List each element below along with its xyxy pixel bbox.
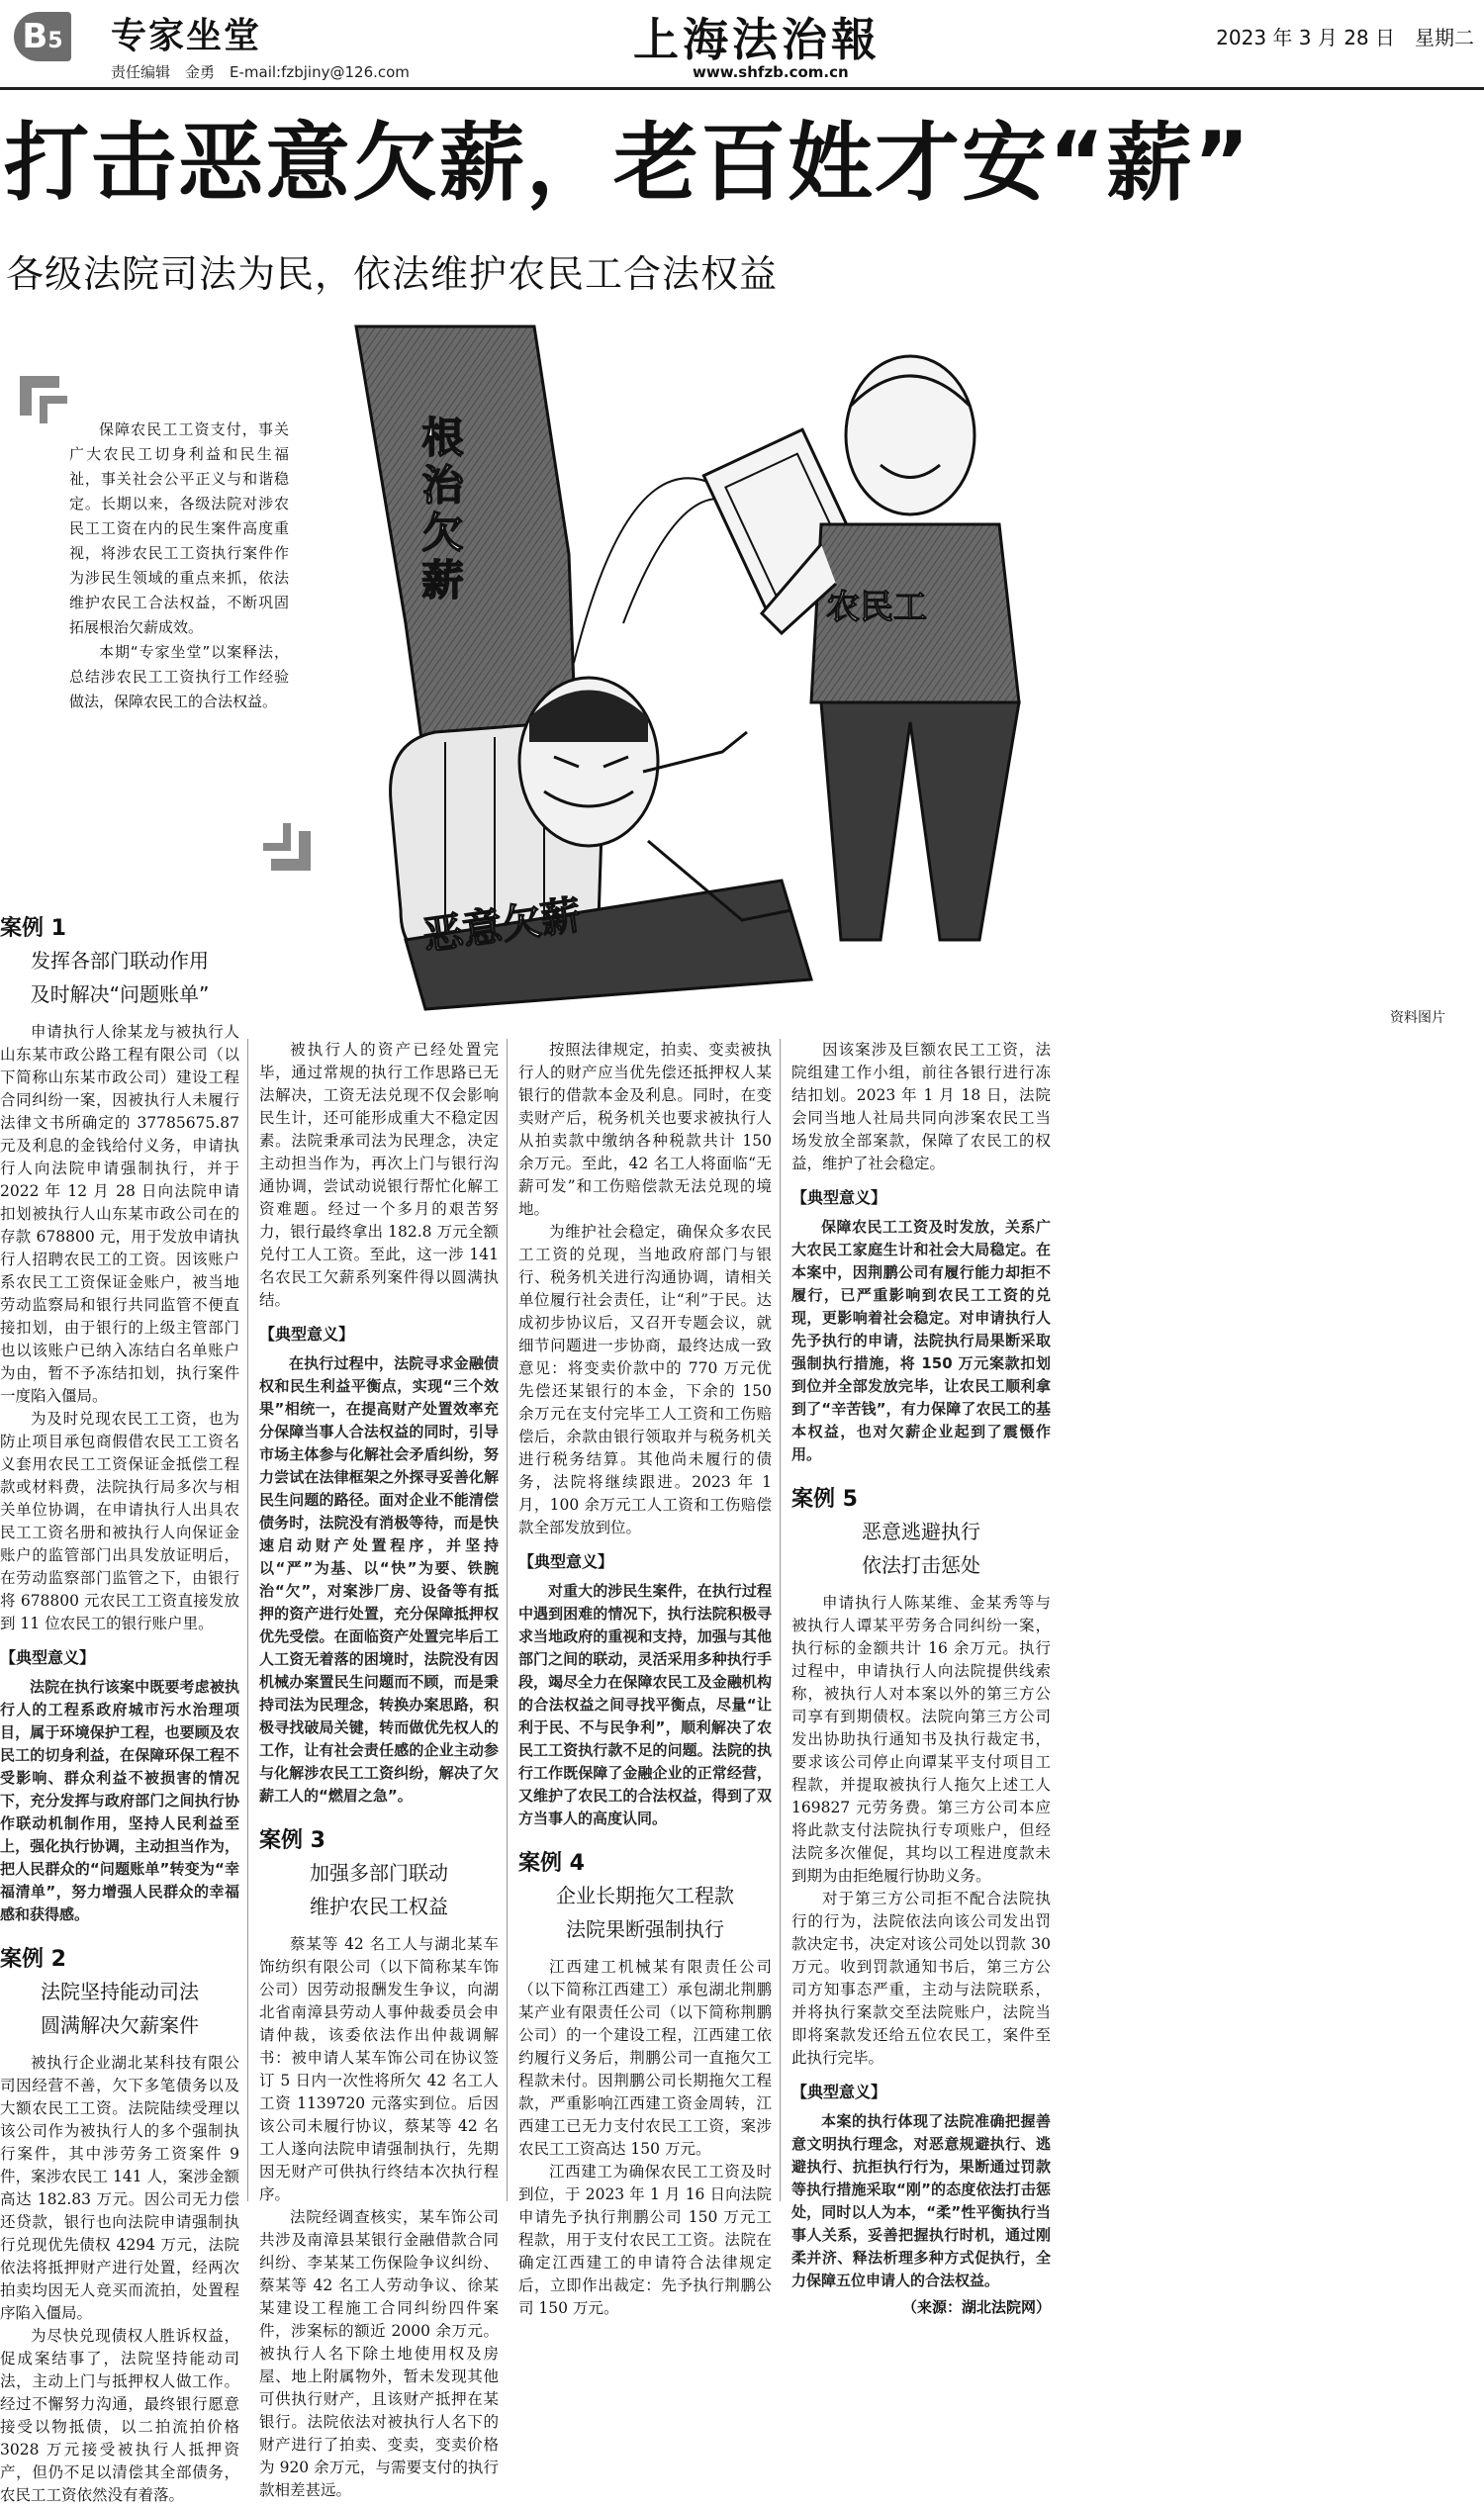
newspaper-url: www.shfzb.com.cn	[693, 63, 849, 81]
column-rule	[780, 1039, 781, 2201]
significance-paragraph: 对重大的涉民生案件，在执行过程中遇到困难的情况下，执行法院积极寻求当地政府的重视和支持，加强与其他部门之间的联动，灵活采用多种执行手段，竭尽全力在保障农民工及金融机构的合法权益之间寻找平衡点，尽量“让利于民、不与民争利”，顺利解决了农民工工资执行款不足的问题。法院的执行工作既保障了金融企业的正常经营，又维护了农民工的合法权益，得到了双方当事人的高度认同。	[518, 1582, 772, 1827]
significance-paragraph: 保障农民工工资及时发放，关系广大农民工家庭生计和社会大局稳定。在本案中，因荆鹏公司有履行能力却拒不履行，已严重影响到农民工工资的兑现，更影响着社会稳定。对申请执行人先予执行的申请，法院执行局果断采取强制执行措施，将 150 万元案款扣划到位并全部发放完毕，让农民工顺利拿到了“辛苦钱”，有力保障了农民工的基本权益，也对欠薪企业起到了震慑作用。	[791, 1218, 1051, 1463]
case-3-title-line: 加强多部门联动	[310, 1861, 448, 1885]
case-5-significance-label: 【典型意义】	[791, 2083, 887, 2101]
case-4-body	[518, 1956, 772, 2320]
case-4-significance	[791, 1216, 1051, 1466]
significance-paragraph: 法院在执行该案中既要考虑被执行人的工程系政府城市污水治理项目，属于环境保护工程，也要顾及农民工的切身利益，在保障环保工程不受影响、群众利益不被损害的情况下，充分发挥与政府部门之间执行协作联动机制作用，坚持人民利益至上，强化执行协调，主动担当作为，把人民群众的“问题账单”转变为“幸福清单”，努力增强人民群众的幸福感和获得感。	[0, 1678, 239, 1923]
case-4-title	[518, 1879, 772, 1946]
case-1-title-line: 及时解决“问题账单”	[30, 982, 210, 1006]
body-paragraph: 被执行企业湖北某科技有限公司因经营不善，欠下多笔债务以及大额农民工工资。法院陆续受理以该公司作为被执行人的多个强制执行案件，其中涉劳务工资案件 9 件，案涉农民工 141 人，案涉金额高达 182.83 万元。因公司无力偿还贷款，银行也向法院申请强制执行兑现优先债权 4294 万元，法院依法将抵押财产进行处置，经两次拍卖均因无人竞买而流拍，处置程序陷入僵局。	[0, 2054, 239, 2322]
case-4-title-line: 企业长期拖欠工程款	[556, 1884, 734, 1907]
case-3-significance-label: 【典型意义】	[518, 1552, 614, 1571]
body-paragraph: 对于第三方公司拒不配合法院执行的行为，法院依法向该公司发出罚款决定书，决定对该公司处以罚款 30 万元。收到罚款通知书后，第三方公司方知事态严重，主动与法院联系，并将执行案款交至法院账户，法院当即将案款发还给五位农民工，案件至此执行完毕。	[791, 1890, 1051, 2067]
page-badge-number: 5	[47, 29, 63, 53]
case-1-title-line: 发挥各部门联动作用	[31, 949, 209, 973]
body-paragraph: 蔡某等 42 名工人与湖北某车饰纺织有限公司（以下简称某车饰公司）因劳动报酬发生争议，向湖北省南漳县劳动人事仲裁委员会申请仲裁，该委依法作出仲裁调解书：被申请人某车饰公司在协议签订 5 日内一次性将所欠 42 名工人工资 1139720 元落实到位。后因该公司未履行协议，蔡某等 42 名工人遂向法院申请强制执行，先期因无财产可供执行终结本次执行程序。	[259, 1935, 499, 2203]
page-badge	[14, 12, 71, 61]
illustration-caption: 资料图片	[1390, 1010, 1445, 1026]
case-2-body-continued	[259, 1039, 499, 1312]
article-column-1	[0, 905, 239, 2504]
article-column-4	[791, 1039, 1051, 2316]
article-source: （来源：湖北法院网）	[901, 2298, 1051, 2316]
case-3-label: 案例 3	[259, 1828, 325, 1853]
body-paragraph: 法院经调查核实，某车饰公司共涉及南漳县某银行金融借款合同纠纷、李某某工伤保险争议纠纷、蔡某等 42 名工人劳动争议、徐某某建设工程施工合同纠纷四件案件，涉案标的额近 2000 余万元。被执行人名下除土地使用权及房屋、地上附属物外，暂未发现其他可供执行财产，且该财产抵押在某银行。法院依法对被执行人名下的财产进行了拍卖、变卖，变卖价格为 920 余万元，与需要支付的执行款相差甚远。	[259, 2208, 499, 2499]
body-paragraph: 被执行人的资产已经处置完毕，通过常规的执行工作思路已无法解决，工资无法兑现不仅会影响民生计，还可能形成重大不稳定因素。法院秉承司法为民理念，决定主动担当作为，再次上门与银行沟通协调，尝试动说银行帮忙化解工资难题。经过一个多月的艰苦努力，银行最终拿出 182.8 万元全额兑付工人工资。至此，这一涉 141 名农民工欠薪系列案件得以圆满执结。	[259, 1041, 499, 1309]
case-4-label: 案例 4	[518, 1851, 585, 1876]
case-2-title-line: 法院坚持能动司法	[41, 1980, 199, 2003]
fist-label: 根治欠薪	[416, 416, 465, 605]
case-1-significance-label: 【典型意义】	[0, 1648, 96, 1667]
close-quote-icon	[271, 831, 311, 871]
case-4-title-line: 法院果断强制执行	[566, 1917, 724, 1941]
case-5-significance	[791, 2110, 1051, 2292]
body-paragraph: 江西建工机械某有限责任公司（以下简称江西建工）承包湖北荆鹏某产业有限责任公司（以下简称荆鹏公司）的一个建设工程，江西建工依约履行义务后，荆鹏公司一直拖欠工程款未付。因荆鹏公司长期拖欠工程款，严重影响江西建工资金周转，江西建工已无力支付农民工工资，案涉农民工工资高达 150 万元。	[518, 1958, 772, 2158]
body-paragraph: 为维护社会稳定，确保众多农民工工资的兑现，当地政府部门与银行、税务机关进行沟通协调，请相关单位履行社会责任，让“利”于民。达成初步协议后，又召开专题会议，就细节问题进一步协商，最终达成一致意见：将变卖价款中的 770 万元优先偿还某银行的本金，下余的 150 余万元在支付完毕工人工资和工伤赔偿后，余款由银行领取并与税务机关进行税务结算。其他尚未履行的债务，法院将继续跟进。2023 年 1 月，100 余万元工人工资和工伤赔偿款全部发放到位。	[518, 1223, 772, 1536]
intro-text	[69, 418, 289, 714]
body-paragraph: 为及时兑现农民工工资，也为防止项目承包商假借农民工工资名义套用农民工工资保证金抵偿工程款或材料费，法院执行局多次与相关单位协调，在申请执行人出具农民工工资名册和被执行人向保证金账户的监管部门出具发放证明后，在劳动监察部门监管之下，由银行将 678800 元农民工工资直接发放到 11 位农民工的银行账户里。	[0, 1410, 239, 1632]
intro-box	[20, 376, 317, 871]
case-3-title-line: 维护农民工权益	[310, 1895, 448, 1918]
open-quote-icon	[20, 376, 59, 416]
case-2-significance-label: 【典型意义】	[259, 1325, 355, 1344]
masthead-rule	[0, 87, 1484, 90]
masthead	[0, 0, 1484, 99]
body-paragraph: 申请执行人徐某龙与被执行人山东某市政公路工程有限公司（以下简称山东某市政公司）建设工程合同纠纷一案，因被执行人未履行法律文书所确定的 37785675.87 元及利息的金钱给付义务，申请执行人向法院申请强制执行，并于 2022 年 12 月 28 日向法院申请扣划被执行人山东某市政公司在的存款 678800 元，用于发放申请执行人招聘农民工的工资。因该账户系农民工工资保证金账户，被当地劳动监察局和银行共同监管不便直接扣划，由于银行的上级主管部门也以该账户已纳入冻结白名单账户为由，暂不予冻结扣划，执行案件一度陷入僵局。	[0, 1023, 239, 1405]
case-2-label: 案例 2	[0, 1947, 66, 1972]
headline: 打击恶意欠薪，老百姓才安“薪”	[4, 114, 1252, 213]
case-2-title-line: 圆满解决欠薪案件	[41, 2013, 199, 2037]
case-5-title-line: 恶意逃避执行	[862, 1520, 980, 1543]
body-paragraph: 按照法律规定，拍卖、变卖被执行人的财产应当优先偿还抵押权人某银行的借款本金及利息。同时，在变卖财产后，税务机关也要求被执行人从拍卖款中缴纳各种税款共计 150 余万元。至此，42 名工人将面临“无薪可发”和工伤赔偿款无法兑现的境地。	[518, 1041, 772, 1218]
worker-label: 农民工	[826, 588, 927, 627]
case-5-title-line: 依法打击惩处	[862, 1553, 980, 1577]
column-rule	[247, 1039, 248, 2201]
case-2-body	[0, 2052, 239, 2507]
article-column-3	[518, 1039, 772, 2317]
case-1-significance	[0, 1676, 239, 1926]
significance-paragraph: 在执行过程中，法院寻求金融债权和民生利益平衡点，实现“三个效果”相统一，在提高财产处置效率充分保障当事人合法权益的同时，引导市场主体参与化解社会矛盾纠纷，努力尝试在法律框架之外探寻妥善化解民生问题的路径。面对企业不能清偿债务时，法院没有消极等待，而是快速启动财产处置程序，并坚持以“严”为基、以“快”为要、铁腕治“欠”，对案涉厂房、设备等有抵押的资产进行处置，充分保障抵押权优先受偿。在面临资产处置完毕后工人工资无着落的困境时，法院没有因机械办案置民生问题而不顾，而是秉持司法为民理念，转换办案思路，积极寻找破局关键，转而做优先权人的工作，让有社会责任感的企业主动参与化解涉农民工工资纠纷，解决了欠薪工人的“燃眉之急”。	[259, 1354, 499, 1805]
page-badge-letter: B	[22, 17, 48, 56]
case-3-body-continued	[518, 1039, 772, 1539]
cartoon-illustration	[346, 326, 1484, 1019]
case-1-body	[0, 1021, 239, 1635]
case-1-label: 案例 1	[0, 916, 66, 941]
article-column-2	[259, 1039, 499, 2499]
case-2-title	[0, 1975, 239, 2042]
body-paragraph: 为尽快兑现债权人胜诉权益，促成案结事了，法院坚持能动司法，主动上门与抵押权人做工作。经过不懈努力沟通，最终银行愿意接受以物抵债，以二拍流拍价格 3028 万元接受被执行人抵押资产，但仍不足以清偿其全部债务，农民工工资依然没有着落。	[0, 2327, 239, 2504]
issue-date: 2023 年 3 月 28 日 星期二	[1216, 26, 1474, 49]
significance-paragraph: 本案的执行体现了法院准确把握善意文明执行理念，对恶意规避执行、逃避执行、抗拒执行行为，果断通过罚款等执行措施采取“刚”的态度依法打击惩处，同时以人为本，“柔”性平衡执行当事人关系，妥善把握执行时机，通过刚柔并济、释法析理多种方式促执行，全力保障五位申请人的合法权益。	[791, 2112, 1051, 2289]
culprit-label: 恶意欠薪	[419, 892, 584, 960]
body-paragraph: 申请执行人陈某维、金某秀等与被执行人谭某平劳务合同纠纷一案，执行标的金额共计 16 余万元。执行过程中，申请执行人向法院提供线索称，被执行人对本案以外的第三方公司享有到期债权。法院向第三方公司发出协助执行通知书及执行裁定书，要求该公司停止向谭某平支付项目工程款，并提取被执行人拖欠上述工人 169827 元劳务费。第三方公司本应将此款支付法院执行专项账户，但经法院多次催促，其均以工程进度款未到期为由拒绝履行协助义务。	[791, 1594, 1051, 1885]
newspaper-logo: 上海法治報	[633, 13, 881, 66]
case-2-significance	[259, 1352, 499, 1808]
editor-line: 责任编辑 金勇 E-mail:fzbjiny@126.com	[111, 63, 410, 81]
case-4-significance-label: 【典型意义】	[791, 1188, 887, 1207]
column-rule	[507, 1039, 508, 2201]
case-5-label: 案例 5	[791, 1487, 858, 1512]
case-3-body	[259, 1933, 499, 2502]
case-5-title	[791, 1515, 1051, 1582]
case-4-body-continued	[791, 1039, 1051, 1175]
case-1-title	[0, 944, 239, 1011]
case-3-significance	[518, 1580, 772, 1830]
intro-paragraph: 保障农民工工资支付，事关广大农民工切身利益和民生福祉，事关社会公平正义与和谐稳定。长期以来，各级法院对涉农民工工资在内的民生案件高度重视，将涉农民工工资执行案件作为涉民生领域的重点来抓，依法维护农民工合法权益，不断巩固拓展根治欠薪成效。	[69, 420, 289, 636]
case-5-body	[791, 1592, 1051, 2070]
subheadline: 各级法院司法为民，依法维护农民工合法权益	[6, 252, 779, 296]
body-paragraph: 因该案涉及巨额农民工工资，法院组建工作小组，前往各银行进行冻结扣划。2023 年 1 月 18 日，法院会同当地人社局共同向涉案农民工当场发放全部案款，保障了农民工的权益，维护了社会稳定。	[791, 1041, 1051, 1172]
fist-arm-figure	[356, 326, 603, 960]
intro-paragraph: 本期“专家坐堂”以案释法，总结涉农民工工资执行工作经验做法，保障农民工的合法权益。	[69, 643, 289, 710]
section-name: 专家坐堂	[111, 16, 262, 56]
case-3-title	[259, 1856, 499, 1923]
body-paragraph: 江西建工为确保农民工工资及时到位，于 2023 年 1 月 16 日向法院申请先予执行荆鹏公司 150 万元工程款，用于支付农民工工资。法院在确定江西建工的申请符合法律规定后，立即作出裁定：先予执行荆鹏公司 150 万元。	[518, 2163, 772, 2317]
